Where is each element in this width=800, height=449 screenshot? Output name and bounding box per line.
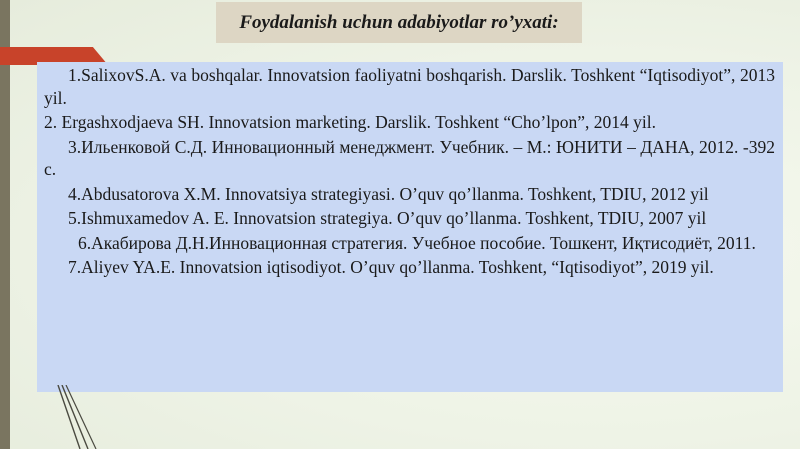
reference-item-2: 2. Ergashxodjaeva SH. Innovatsion marketing. Darslik. Toshkent “Cho’lpon”, 2014 yil. bbox=[44, 112, 656, 132]
left-accent-bar bbox=[0, 0, 10, 449]
reference-item-5: 5.Ishmuxamedov A. E. Innovatsion strategiya. O’quv qo’llanma. Toshkent, TDIU, 2007 yil bbox=[68, 208, 707, 228]
reference-item-6: 6.Акабирова Д.Н.Инновационная стратегия. Учебное пособие. Тошкент, Иқтисодиёт, 2011. bbox=[78, 232, 756, 253]
reference-item-4: 4.Abdusatorova X.M. Innovatsiya strategiyasi. O’quv qo’llanma. Toshkent, TDIU, 2012 yil bbox=[68, 183, 709, 204]
slide-title-text: Foydalanish uchun adabiyotlar ro’yxati: bbox=[239, 11, 559, 33]
decorative-lines bbox=[50, 385, 110, 449]
slide-title bbox=[216, 2, 582, 43]
reference-item-7: 7.Aliyev YA.E. Innovatsion iqtisodiyot. O’quv qo’llanma. Toshkent, “Iqtisodiyot”, 2019 yil. bbox=[68, 257, 714, 277]
reference-list bbox=[37, 62, 783, 392]
reference-item-3: 3.Ильенковой С.Д. Инновационный менеджмент. Учебник. – М.: ЮНИТИ – ДАНА, 2012. -392 с. bbox=[44, 136, 775, 179]
reference-item-1: 1.SalixovS.A. va boshqalar. Innovatsion faoliyatni boshqarish. Darslik. Toshkent “Iqtisodiyot”, 2013 yil. bbox=[44, 65, 775, 108]
